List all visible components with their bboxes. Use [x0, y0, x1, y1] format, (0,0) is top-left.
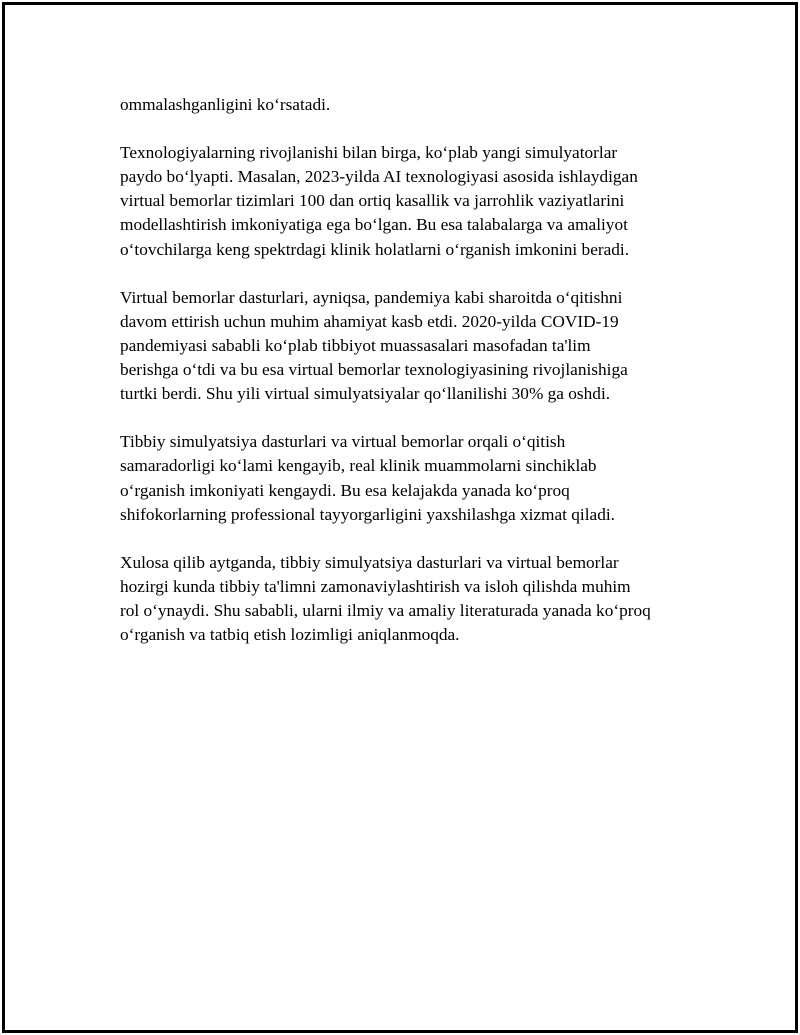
page-frame	[2, 2, 798, 1033]
paragraph-pandemic: Virtual bemorlar dasturlari, ayniqsa, pandemiya kabi sharoitda oʻqitishni davom ettirish uchun muhim ahamiyat kasb etdi. 2020-yilda COVID-19 pandemiyasi sababli koʻplab tibbiyot muassasalari masofadan ta'lim berishga oʻtdi va bu esa virtual bemorlar texnologiyasining rivojlanishiga turtki berdi. Shu yili virtual simulyatsiyalar qoʻllanilishi 30% ga oshdi.	[120, 287, 628, 404]
paragraph-continuation: ommalashganligini koʻrsatadi.	[120, 95, 331, 114]
document-body	[120, 93, 700, 671]
paragraph-effectiveness: Tibbiy simulyatsiya dasturlari va virtual bemorlar orqali oʻqitish samaradorligi koʻlami kengayib, real klinik muammolarni sinchiklab oʻrganish imkoniyati kengaydi. Bu esa kelajakda yanada koʻproq shifokorlarning professional tayyorgarligini yaxshilashga xizmat qiladi.	[120, 432, 615, 524]
paragraph-technology-development: Texnologiyalarning rivojlanishi bilan birga, koʻplab yangi simulyatorlar paydo boʻlyapti. Masalan, 2023-yilda AI texnologiyasi asosida ishlaydigan virtual bemorlar tizimlari 100 dan ortiq kasallik va jarrohlik vaziyatlarini modellashtirish imkoniyatiga ega boʻlgan. Bu esa talabalarga va amaliyot oʻtovchilarga keng spektrdagi klinik holatlarni oʻrganish imkonini beradi.	[120, 143, 638, 259]
paragraph-conclusion: Xulosa qilib aytganda, tibbiy simulyatsiya dasturlari va virtual bemorlar hozirgi kunda tibbiy ta'limni zamonaviylashtirish va isloh qilishda muhim rol oʻynaydi. Shu sababli, ularni ilmiy va amaliy literaturada yanada koʻproq oʻrganish va tatbiq etish lozimligi aniqlanmoqda.	[120, 552, 651, 645]
